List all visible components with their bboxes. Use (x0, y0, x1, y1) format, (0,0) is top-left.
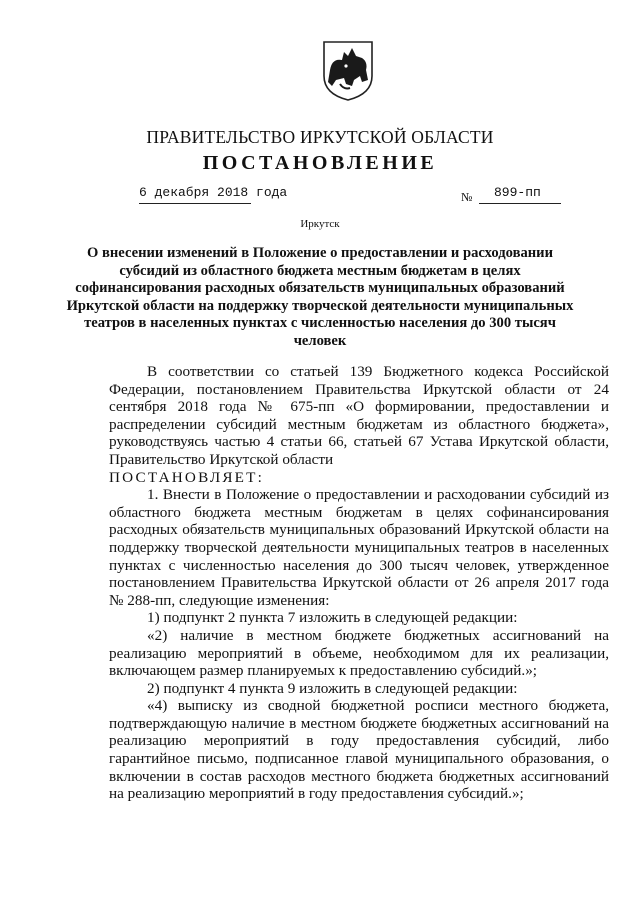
item-1-paragraph: 1. Внести в Положение о предоставлении и расходовании субсидий из областного бюджета местным бюджетам в целях софинансирования расходных обязательств муниципальных образований Иркутской области на поддержку творческой деятельности муниципальных театров в населенных пунктах с численностью населения до 300 тысяч человек, утвержденное постановлением Правительства Иркутской области от 26 апреля 2017 года № 288-пп, следующие изменения: (109, 486, 609, 609)
document-body (109, 363, 609, 803)
document-type: ПОСТАНОВЛЕНИЕ (202, 152, 438, 174)
city: Иркутск (300, 218, 340, 230)
number-sign: № (461, 190, 473, 204)
coat-of-arms-icon (322, 40, 374, 102)
number-underline (479, 203, 561, 204)
subitem-2-paragraph: 2) подпункт 4 пункта 9 изложить в следующей редакции: (147, 679, 518, 697)
subitem-1-text: «2) наличие в местном бюджете бюджетных ассигнований на реализацию мероприятий в объеме, необходимом для их реализации, включающем размер планируемых к предоставлению субсидий.»; (109, 626, 609, 680)
date-underline (139, 203, 251, 204)
subitem-2-text: «4) выписку из сводной бюджетной росписи местного бюджета, подтверждающую наличие в местном бюджете бюджетных ассигнований на реализацию мероприятий в году предоставления субсидий, либо гарантийное письмо, подписанное главой муниципального образования, о включении в состав расходов местного бюджета бюджетных ассигнований на реализацию мероприятий в году предоставления субсидий.»; (109, 697, 609, 803)
decree-number: 899-пп (494, 185, 541, 200)
decree-date: 6 декабря 2018 года (139, 185, 288, 200)
resolves-heading: ПОСТАНОВЛЯЕТ: (109, 468, 265, 486)
government-name: ПРАВИТЕЛЬСТВО ИРКУТСКОЙ ОБЛАСТИ (146, 127, 494, 147)
document-title: О внесении изменений в Положение о предоставлении и расходовании субсидий из областного бюджета местным бюджетам в целях софинансирования расходных обязательств муниципальных образований Иркутской области на поддержку творческой деятельности муниципальных театров в населенных пунктах с численностью населения до 300 тысяч человек (66, 245, 574, 349)
preamble-paragraph: В соответствии со статьей 139 Бюджетного кодекса Российской Федерации, постановлением Правительства Иркутской области от 24 сентября 2018 года № 675-пп «О формировании, предоставлении и распределении субсидий местным бюджетам из областного бюджета», руководствуясь частью 4 статьи 66, статьей 67 Устава Иркутской области, Правительство Иркутской области (109, 363, 609, 468)
subitem-1-paragraph: 1) подпункт 2 пункта 7 изложить в следующей редакции: (147, 609, 518, 627)
